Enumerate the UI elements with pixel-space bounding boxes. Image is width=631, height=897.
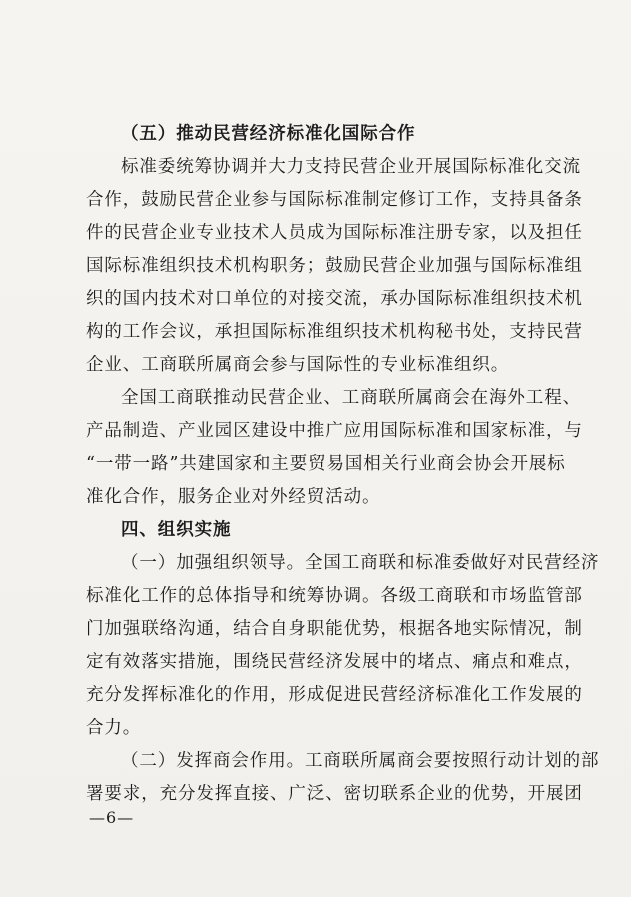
paragraph-line: 充分发挥标准化的作用，形成促进民营经济标准化工作发展的 (86, 685, 583, 705)
paragraph-line: 标准委统筹协调并大力支持民营企业开展国际标准化交流 (121, 157, 581, 177)
paragraph-line: 国际标准组织技术机构职务；鼓励民营企业加强与国际标准组 (86, 256, 583, 276)
section-heading-international-cooperation: （五）推动民营经济标准化国际合作 (121, 124, 416, 144)
section-heading-implementation: 四、组织实施 (121, 520, 232, 540)
paragraph-line: “一带一路”共建国家和主要贸易国相关行业商会协会开展标 (86, 454, 566, 474)
paragraph-line: 构的工作会议，承担国际标准组织技术机构秘书处，支持民营 (86, 322, 583, 342)
paragraph-line: 定有效落实措施，围绕民营经济发展中的堵点、痛点和难点， (86, 652, 583, 672)
paragraph-line: 准化合作，服务企业对外经贸活动。 (86, 487, 381, 507)
paragraph-line: 全国工商联推动民营企业、工商联所属商会在海外工程、 (121, 388, 581, 408)
paragraph-line: 标准化工作的总体指导和统筹协调。各级工商联和市场监管部 (86, 586, 583, 606)
page-number: —6— (89, 808, 135, 827)
paragraph-line: 企业、工商联所属商会参与国际性的专业标准组织。 (86, 355, 510, 375)
subsection-heading-leadership: （一）加强组织领导。全国工商联和标准委做好对民营经济 (121, 553, 600, 573)
paragraph-line: 门加强联络沟通，结合自身职能优势，根据各地实际情况，制 (86, 619, 583, 639)
paragraph-line: 织的国内技术对口单位的对接交流，承办国际标准组织技术机 (86, 289, 583, 309)
paragraph-line: 合作，鼓励民营企业参与国际标准制定修订工作，支持具备条 (86, 190, 583, 210)
document-body (86, 118, 600, 811)
paragraph-line: 产品制造、产业园区建设中推广应用国际标准和国家标准，与 (86, 421, 583, 441)
paragraph-line: 署要求，充分发挥直接、广泛、密切联系企业的优势，开展团 (86, 784, 583, 804)
paragraph-line: 合力。 (86, 718, 142, 738)
paragraph-line: 件的民营企业专业技术人员成为国际标准注册专家，以及担任 (86, 223, 583, 243)
subsection-heading-chambers: （二）发挥商会作用。工商联所属商会要按照行动计划的部 (121, 751, 600, 771)
